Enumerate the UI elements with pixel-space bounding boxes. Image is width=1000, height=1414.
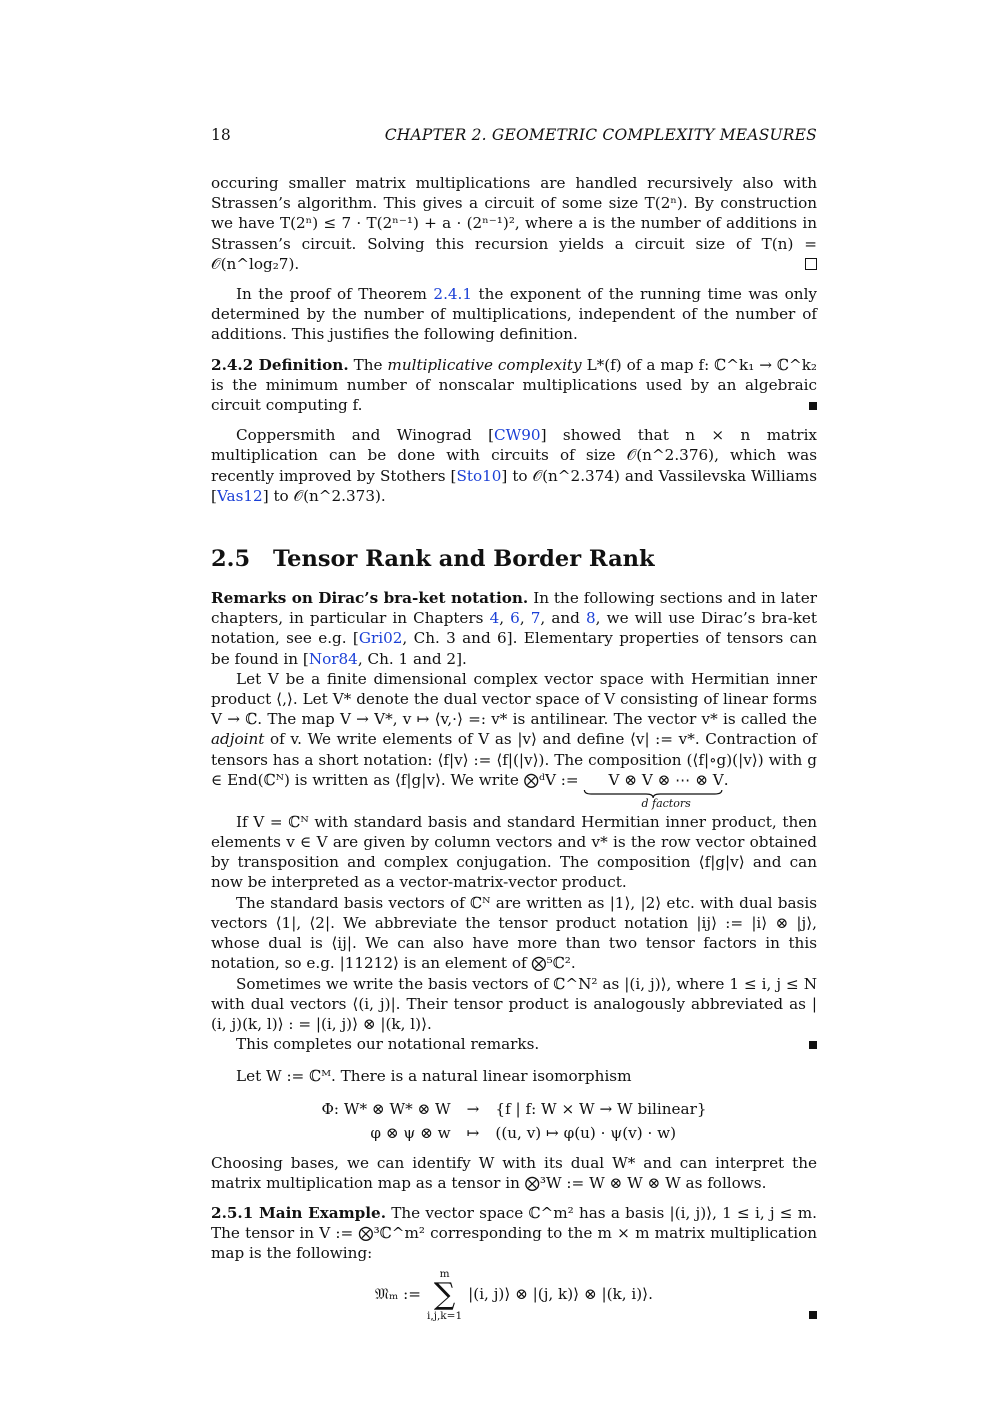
- term-adjoint: adjoint: [211, 730, 265, 749]
- section-heading: [211, 546, 817, 572]
- paragraph-matrix-mult-history: Coppersmith and Winograd [CW90] showed that n × n matrix multiplication can be done with circuits of size 𝒪(n^2.376), which was recently improved by Stothers [Sto10] to 𝒪(n^2.374) and Vassilevska Williams [Vas12] to 𝒪(n^2.373).: [211, 426, 817, 505]
- ref-chapter-8[interactable]: 8: [586, 609, 596, 628]
- paragraph-proof-end: occuring smaller matrix multiplications are handled recursively also with Strassen’s algorithm. This gives a circuit of some size T(2ⁿ). By construction we have T(2ⁿ) ≤ 7 · T(2ⁿ⁻¹) + a · (2ⁿ⁻¹)², where a is the number of additions in Strassen’s circuit. Solving this recursion yields a circuit size of T(n) = 𝒪(n^log₂7).: [211, 174, 817, 273]
- paragraph-pair-basis: Sometimes we write the basis vectors of ℂ^N² as |(i, j)⟩, where 1 ≤ i, j ≤ N with dual vectors ⟨(i, j)|. Their tensor product is analogously abbreviated as |(i, j)(k, l)⟩ : = |(i, j)⟩ ⊗ |(k, l)⟩.: [211, 974, 817, 1033]
- paragraph-hermitian: Let V be a finite dimensional complex vector space with Hermitian inner product ⟨,⟩. Let V* denote the dual vector space of V consisting of linear forms V → ℂ. The map V → V*, v ↦ ⟨v,·⟩ =: v* is antilinear. The vector v* is called the adjoint of v. We write elements of V as |v⟩ and define ⟨v| := v*. Contraction of tensors has a short notation: ⟨f|v⟩ := ⟨f|(|v⟩). The composition (⟨f|∘g)(|v⟩) with g ∈ End(ℂᴺ) is written as ⟨f|g|v⟩. We write ⨂ᵈV := V ⊗ V ⊗ ⋯ ⊗ V d factors .: [211, 669, 817, 810]
- ref-chapter-4[interactable]: 4: [489, 609, 500, 628]
- ref-chapter-7[interactable]: 7: [530, 609, 541, 628]
- end-mark-icon: [809, 1304, 817, 1324]
- isomorphism-equation: Φ: W* ⊗ W* ⊗ W → {f | f: W × W → W bilinear} φ ⊗ ψ ⊗ w ↦ ((u, v) ↦ φ(u) · ψ(v) · w): [321, 1099, 707, 1142]
- main-example-2-5-1: 2.5.1 Main Example. The vector space ℂ^m² has a basis |(i, j)⟩, 1 ≤ i, j ≤ m. The tensor in V := ⨂³ℂ^m² corresponding to the m × m matrix multiplication map is the following:: [211, 1203, 817, 1263]
- summation: m ∑ i,j,k=1: [427, 1267, 463, 1322]
- paragraph-theorem-remark: In the proof of Theorem 2.4.1 the exponent of the running time was only determined by the number of multiplications, independent of the number of additions. This justifies the following definition.: [211, 285, 818, 344]
- ref-theorem-2-4-1[interactable]: 2.4.1: [433, 285, 473, 304]
- paragraph-remarks-end: This completes our notational remarks.: [211, 1034, 817, 1054]
- section-title: Tensor Rank and Border Rank: [273, 546, 655, 573]
- paragraph-isomorphism-intro: Let W := ℂᴹ. There is a natural linear isomorphism: [236, 1067, 632, 1086]
- citation-nor84[interactable]: Nor84: [308, 649, 358, 668]
- paragraph-basis-vectors: The standard basis vectors of ℂᴺ are written as |1⟩, |2⟩ etc. with dual basis vectors ⟨1|, ⟨2|. We abbreviate the tensor product notation |ij⟩ := |i⟩ ⊗ |j⟩, whose dual is ⟨ij|. We can also have more than two tensor factors in this notation, so e.g. |11212⟩ is an element of ⨂⁵ℂ².: [211, 893, 817, 973]
- ref-chapter-6[interactable]: 6: [510, 609, 520, 628]
- paragraph-column-vectors: If V = ℂᴺ with standard basis and standard Hermitian inner product, then elements v ∈ V are given by column vectors and v* is the row vector obtained by transposition and complex conjugation. The composition ⟨f|g|v⟩ and can now be interpreted as a vector-matrix-vector product.: [211, 812, 817, 892]
- underbrace-d-factors: V ⊗ V ⊗ ⋯ ⊗ V d factors: [583, 770, 723, 810]
- definition-2-4-2: 2.4.2 Definition. The multiplicative complexity L*(f) of a map f: ℂ^k₁ → ℂ^k₂ is the minimum number of nonscalar multiplications used by an algebraic circuit computing f.: [211, 355, 817, 415]
- end-mark-icon: [809, 395, 817, 415]
- citation-sto10[interactable]: Sto10: [456, 466, 502, 485]
- definition-term: multiplicative complexity: [387, 355, 582, 374]
- page-number: 18: [211, 126, 231, 144]
- section-number: 2.5: [211, 546, 251, 573]
- sigma-icon: ∑: [433, 1276, 456, 1312]
- remarks-bra-ket: Remarks on Dirac’s bra-ket notation. In the following sections and in later chapters, in particular in Chapters 4, 6, 7, and 8, we will use Dirac’s bra-ket notation, see e.g. [Gri02, Ch. 3 and 6]. Elementary properties of tensors can be found in [Nor84, Ch. 1 and 2].: [211, 589, 818, 668]
- citation-gri02[interactable]: Gri02: [358, 629, 403, 648]
- paragraph-choosing-bases: Choosing bases, we can identify W with its dual W* and can interpret the matrix multiplication map as a tensor in ⨂³W := W ⊗ W ⊗ W as follows.: [211, 1153, 817, 1192]
- page-body: [211, 173, 817, 1322]
- running-header: [211, 126, 817, 146]
- qed-square-icon: [805, 254, 817, 274]
- citation-cw90[interactable]: CW90: [494, 426, 541, 445]
- citation-vas12[interactable]: Vas12: [216, 486, 263, 505]
- running-title: CHAPTER 2. GEOMETRIC COMPLEXITY MEASURES: [384, 126, 817, 144]
- end-mark-icon: [784, 1034, 817, 1054]
- remarks-label: Remarks on Dirac’s bra-ket notation.: [211, 589, 529, 608]
- example-label: 2.5.1 Main Example.: [211, 1203, 386, 1222]
- matrix-mult-tensor-equation: 𝔐ₘ := m ∑ i,j,k=1 |(i, j)⟩ ⊗ |(j, k)⟩ ⊗ |(k, i)⟩.: [211, 1268, 817, 1322]
- definition-label: 2.4.2 Definition.: [211, 355, 349, 374]
